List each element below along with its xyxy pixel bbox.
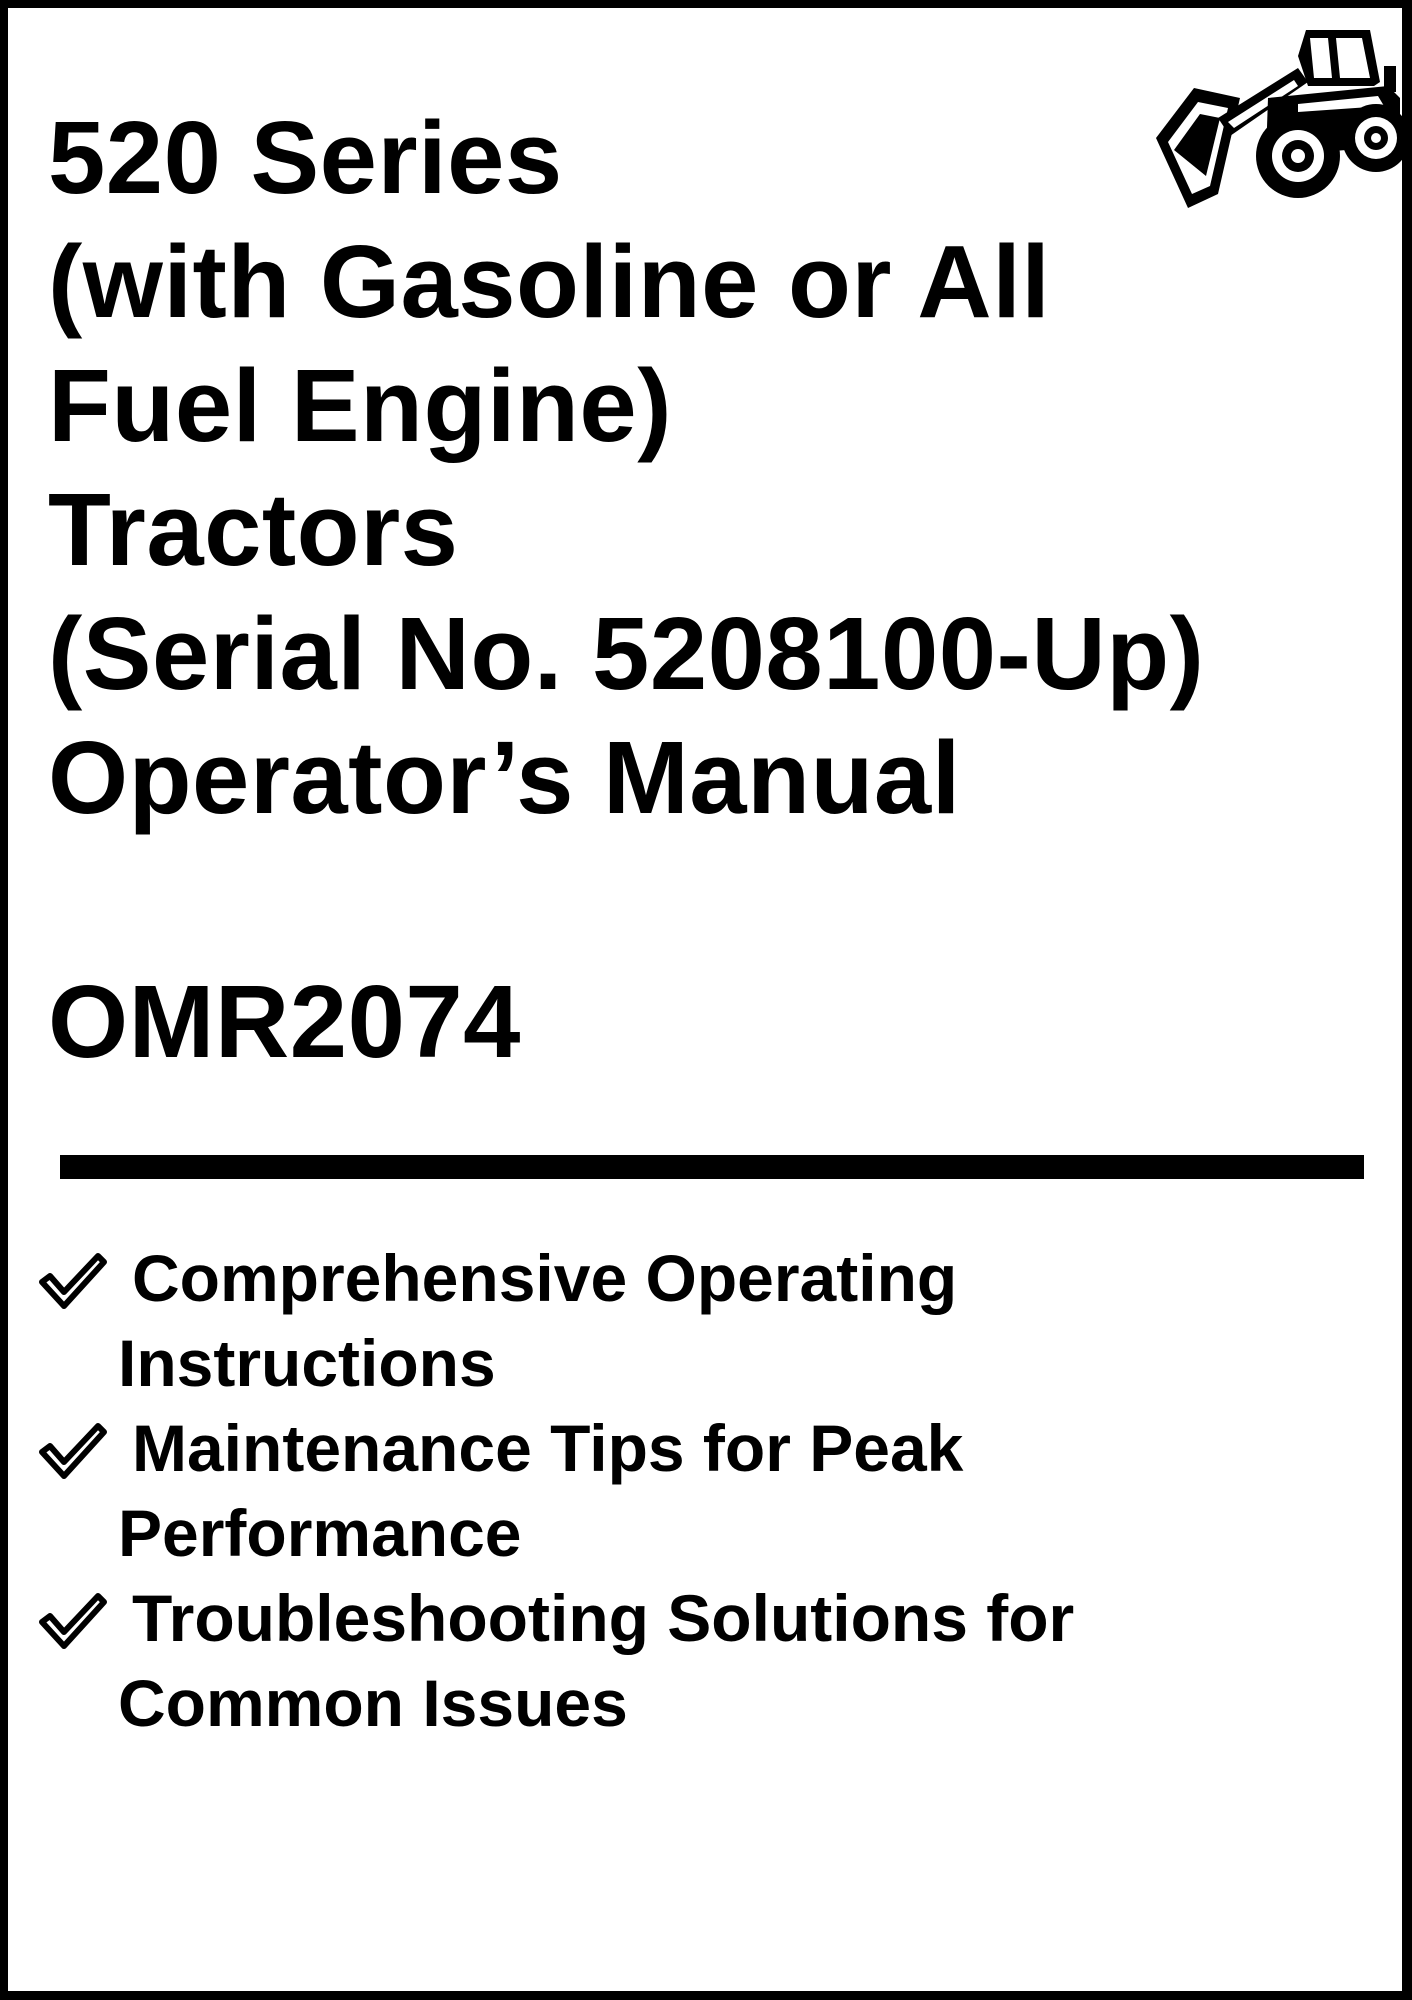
title-line-tractors: Tractors bbox=[48, 472, 459, 587]
manual-title bbox=[48, 96, 1228, 840]
feature-list bbox=[34, 1236, 1374, 1746]
feature-label-continued: Instructions bbox=[118, 1326, 496, 1400]
title-line-series: 520 Series bbox=[48, 100, 563, 215]
feature-label: Maintenance Tips for Peak bbox=[132, 1411, 964, 1485]
checkmark-icon bbox=[38, 1422, 108, 1482]
feature-label-continued: Common Issues bbox=[118, 1666, 628, 1740]
document-code: OMR2074 bbox=[48, 964, 521, 1079]
divider-rule bbox=[60, 1155, 1364, 1179]
checkmark-icon bbox=[38, 1592, 108, 1652]
title-line-manual: Operator’s Manual bbox=[48, 720, 961, 835]
feature-item-maintenance bbox=[34, 1406, 1374, 1576]
feature-label: Comprehensive Operating bbox=[132, 1241, 958, 1315]
feature-item-troubleshooting bbox=[34, 1576, 1374, 1746]
checkmark-icon bbox=[38, 1252, 108, 1312]
feature-label: Troubleshooting Solutions for bbox=[132, 1581, 1075, 1655]
title-line-fuel-2: Fuel Engine) bbox=[48, 348, 672, 463]
title-line-fuel-1: (with Gasoline or All bbox=[48, 224, 1051, 339]
feature-item-operating bbox=[34, 1236, 1374, 1406]
feature-label-continued: Performance bbox=[118, 1496, 522, 1570]
title-line-serial: (Serial No. 5208100-Up) bbox=[48, 596, 1205, 711]
